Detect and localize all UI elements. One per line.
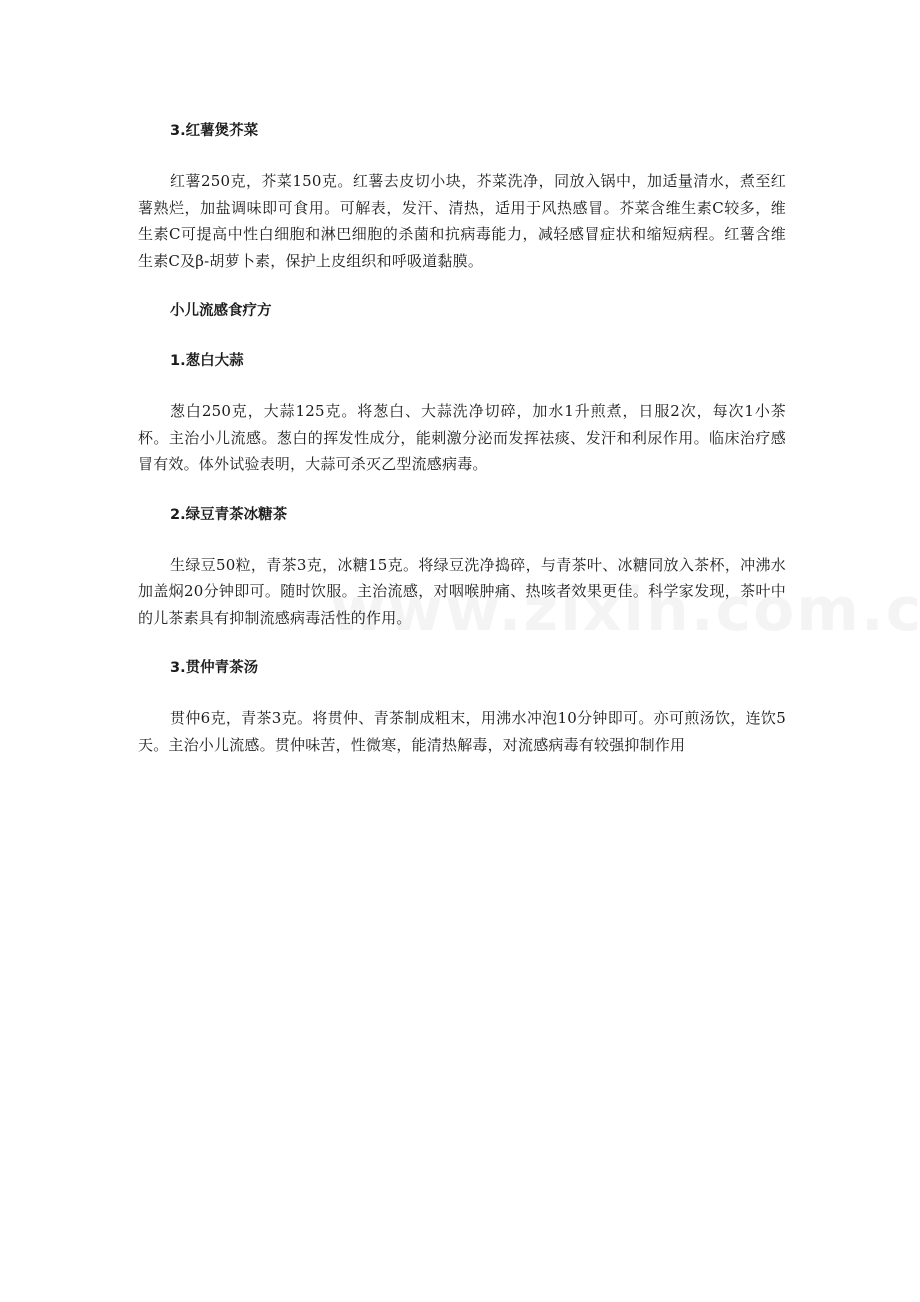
watermark: [330, 575, 920, 645]
section-paragraph: 生绿豆50粒，青茶3克，冰糖15克。将绿豆洗净捣碎，与青茶叶、冰糖同放入茶杯，冲沸水加盖焖20分钟即可。随时饮服。主治流感，对咽喉肿痛、热咳者效果更佳。科学家发现，茶叶中的儿茶素具有抑制流感病毒活性的作用。: [138, 555, 786, 627]
section-heading: 3.贯仲青茶汤: [170, 660, 259, 676]
section-paragraph: 贯仲6克，青茶3克。将贯仲、青茶制成粗末，用沸水冲泡10分钟即可。亦可煎汤饮，连饮5天。主治小儿流感。贯仲味苦，性微寒，能清热解毒，对流感病毒有较强抑制作用: [138, 709, 786, 754]
section-heading: 小儿流感食疗方: [170, 303, 272, 319]
section-heading: 1.葱白大蒜: [170, 353, 244, 369]
section-heading: 3.红薯煲芥菜: [170, 123, 259, 139]
section-paragraph: 红薯250克，芥菜150克。红薯去皮切小块，芥菜洗净，同放入锅中，加适量清水，煮至红薯熟烂，加盐调味即可食用。可解表，发汗、清热，适用于风热感冒。芥菜含维生素C较多，维生素C可提高中性白细胞和淋巴细胞的杀菌和抗病毒能力，减轻感冒症状和缩短病程。红薯含维生素C及β-胡萝卜素，保护上皮组织和呼吸道黏膜。: [138, 172, 786, 270]
section-paragraph: 葱白250克，大蒜125克。将葱白、大蒜洗净切碎，加水1升煎煮，日服2次，每次1小茶杯。主治小儿流感。葱白的挥发性成分，能刺激分泌而发挥祛痰、发汗和利尿作用。临床治疗感冒有效。体外试验表明，大蒜可杀灭乙型流感病毒。: [138, 402, 786, 473]
section-heading: 2.绿豆青茶冰糖茶: [170, 506, 288, 523]
document-body: [138, 118, 786, 782]
